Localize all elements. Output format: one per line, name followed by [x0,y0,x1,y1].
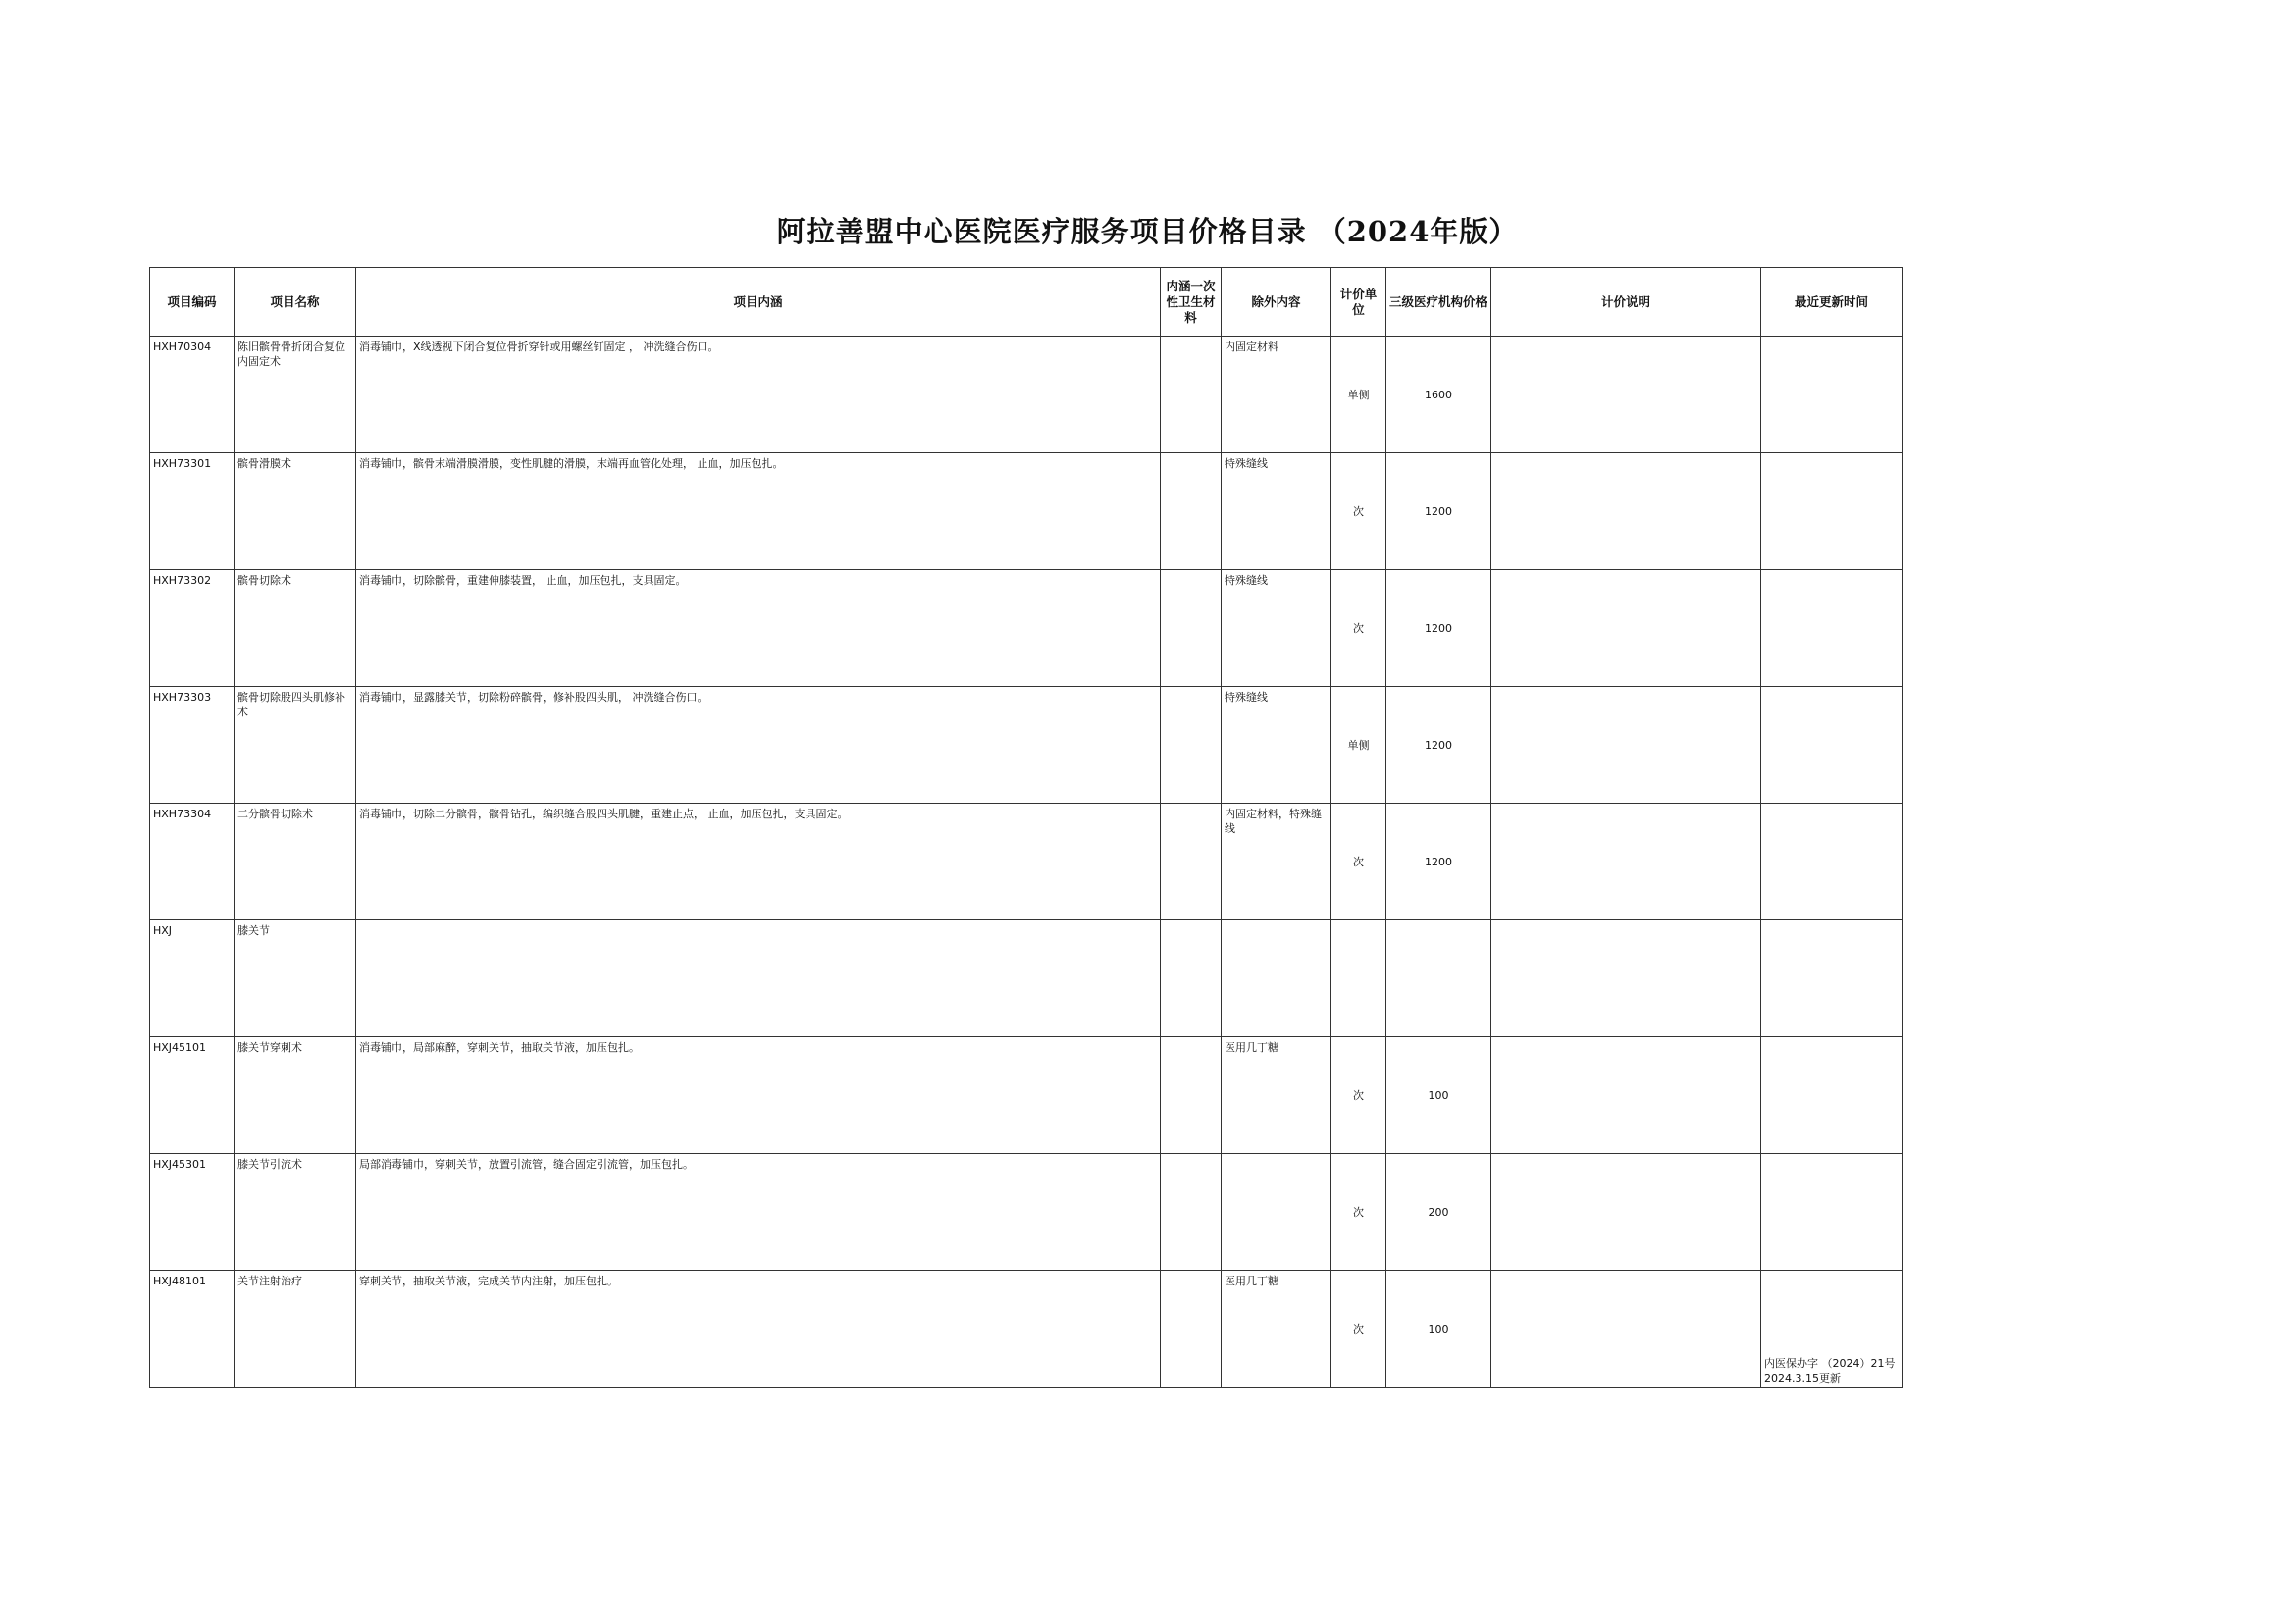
cell-code: HXH73302 [150,570,235,687]
cell-code: HXH73303 [150,687,235,804]
cell-price: 1200 [1386,453,1491,570]
cell-desc [1491,1271,1761,1388]
header-update: 最近更新时间 [1761,268,1903,337]
table-row [150,1037,1903,1154]
cell-price: 100 [1386,1037,1491,1154]
page-title: 阿拉善盟中心医院医疗服务项目价格目录 （2024年版） [776,215,1519,248]
cell-desc [1491,1154,1761,1271]
cell-desc [1491,570,1761,687]
cell-code: HXJ45301 [150,1154,235,1271]
cell-update [1761,1271,1903,1388]
cell-material [1161,920,1222,1037]
cell-material [1161,1154,1222,1271]
cell-desc [1491,453,1761,570]
cell-update [1761,570,1903,687]
cell-name: 髌骨切除术 [235,570,356,687]
cell-exclude [1222,1154,1331,1271]
table-row [150,804,1903,920]
cell-unit [1331,920,1386,1037]
cell-update [1761,1037,1903,1154]
cell-exclude: 医用几丁糖 [1222,1037,1331,1154]
cell-price: 1200 [1386,570,1491,687]
cell-content: 局部消毒铺巾，穿刺关节，放置引流管，缝合固定引流管，加压包扎。 [356,1154,1161,1271]
cell-update [1761,804,1903,920]
cell-desc [1491,1037,1761,1154]
cell-update [1761,1154,1903,1271]
cell-name: 膝关节引流术 [235,1154,356,1271]
cell-name: 陈旧髌骨骨折闭合复位内固定术 [235,337,356,453]
table-row [150,1154,1903,1271]
cell-exclude: 特殊缝线 [1222,687,1331,804]
cell-desc [1491,337,1761,453]
cell-exclude: 内固定材料 [1222,337,1331,453]
table-row [150,453,1903,570]
cell-code: HXJ [150,920,235,1037]
table-row [150,337,1903,453]
cell-name: 关节注射治疗 [235,1271,356,1388]
table-row [150,920,1903,1037]
cell-exclude: 特殊缝线 [1222,570,1331,687]
cell-code: HXH73304 [150,804,235,920]
cell-unit: 次 [1331,1271,1386,1388]
cell-content: 穿刺关节，抽取关节液，完成关节内注射，加压包扎。 [356,1271,1161,1388]
cell-unit: 次 [1331,570,1386,687]
cell-unit: 单侧 [1331,337,1386,453]
cell-material [1161,453,1222,570]
cell-unit: 次 [1331,1154,1386,1271]
cell-material [1161,1037,1222,1154]
cell-price: 1200 [1386,804,1491,920]
cell-update [1761,920,1903,1037]
header-exclude: 除外内容 [1222,268,1331,337]
header-desc: 计价说明 [1491,268,1761,337]
cell-material [1161,337,1222,453]
header-unit: 计价单位 [1331,268,1386,337]
cell-name: 膝关节穿刺术 [235,1037,356,1154]
cell-price [1386,920,1491,1037]
cell-name: 髌骨滑膜术 [235,453,356,570]
cell-material [1161,687,1222,804]
cell-desc [1491,920,1761,1037]
cell-content: 消毒铺巾，切除髌骨，重建伸膝装置， 止血，加压包扎，支具固定。 [356,570,1161,687]
cell-update [1761,453,1903,570]
cell-update [1761,337,1903,453]
header-price: 三级医疗机构价格 [1386,268,1491,337]
cell-content [356,920,1161,1037]
cell-price: 1600 [1386,337,1491,453]
cell-code: HXH70304 [150,337,235,453]
cell-exclude: 医用几丁糖 [1222,1271,1331,1388]
cell-unit: 单侧 [1331,687,1386,804]
cell-name: 二分髌骨切除术 [235,804,356,920]
cell-code: HXJ48101 [150,1271,235,1388]
header-row [150,268,1903,337]
header-code: 项目编码 [150,268,235,337]
cell-material [1161,804,1222,920]
table-row [150,570,1903,687]
cell-price: 200 [1386,1154,1491,1271]
cell-exclude: 内固定材料，特殊缝线 [1222,804,1331,920]
cell-exclude [1222,920,1331,1037]
header-content: 项目内涵 [356,268,1161,337]
cell-code: HXJ45101 [150,1037,235,1154]
table-row [150,1271,1903,1388]
cell-content: 消毒铺巾，局部麻醉，穿刺关节，抽取关节液，加压包扎。 [356,1037,1161,1154]
cell-price: 1200 [1386,687,1491,804]
cell-content: 消毒铺巾，X线透视下闭合复位骨折穿针或用螺丝钉固定 ， 冲洗缝合伤口。 [356,337,1161,453]
cell-exclude: 特殊缝线 [1222,453,1331,570]
cell-name: 髌骨切除股四头肌修补术 [235,687,356,804]
cell-material [1161,1271,1222,1388]
cell-desc [1491,687,1761,804]
price-table [149,267,1903,1388]
cell-unit: 次 [1331,804,1386,920]
cell-content: 消毒铺巾，髌骨末端滑膜滑膜，变性肌腱的滑膜，末端再血管化处理， 止血，加压包扎。 [356,453,1161,570]
cell-code: HXH73301 [150,453,235,570]
update-note: 内医保办字 （2024）21号 2024.3.15更新 [1764,1357,1896,1385]
cell-name: 膝关节 [235,920,356,1037]
cell-update [1761,687,1903,804]
header-material: 内涵一次性卫生材料 [1161,268,1222,337]
cell-price: 100 [1386,1271,1491,1388]
table-row [150,687,1903,804]
cell-unit: 次 [1331,453,1386,570]
cell-unit: 次 [1331,1037,1386,1154]
cell-content: 消毒铺巾，切除二分髌骨，髌骨钻孔，编织缝合股四头肌腱，重建止点， 止血，加压包扎，支具固定。 [356,804,1161,920]
cell-desc [1491,804,1761,920]
cell-material [1161,570,1222,687]
header-name: 项目名称 [235,268,356,337]
cell-content: 消毒铺巾，显露膝关节，切除粉碎髌骨，修补股四头肌， 冲洗缝合伤口。 [356,687,1161,804]
